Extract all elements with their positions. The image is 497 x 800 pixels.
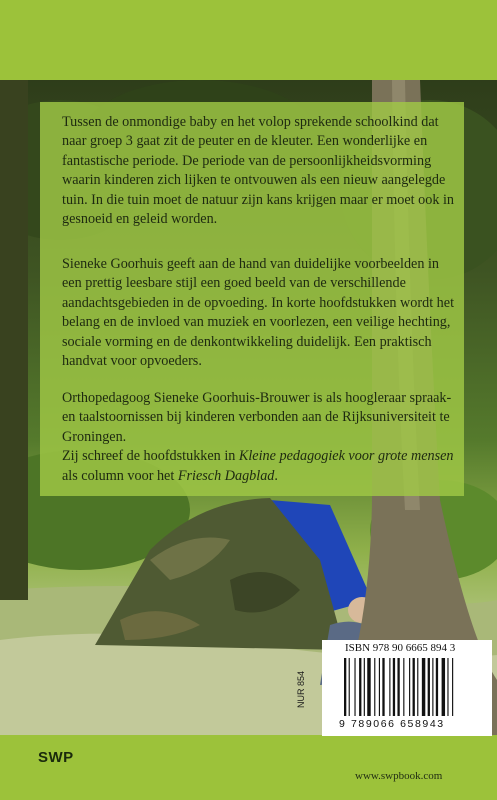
barcode-number: 9 789066 658943 bbox=[339, 718, 445, 730]
left-tree-trunk bbox=[0, 80, 28, 600]
blurb-paragraph-2: Sieneke Goorhuis geeft aan de hand van duidelijke voorbeelden in een prettig leesbare stijl een goed beeld van de verschillende aandachtsgebieden in de opvoeding. In korte hoofdstukken wordt het belang en de invloed van muziek en voorlezen, een veilige hechting, sociale vorming en de denkontwikkeling duidelijk. Een praktisch handvat voor opvoeders. bbox=[62, 256, 455, 370]
newspaper-reference: Friesch Dagblad bbox=[177, 467, 275, 484]
author-bio-line-2a: Zij schreef de hoofdstukken in bbox=[62, 448, 239, 465]
publisher-logo: SWP bbox=[38, 749, 74, 766]
nur-code: NUR 854 bbox=[296, 670, 306, 708]
isbn-label: ISBN 978 90 6665 894 3 bbox=[345, 642, 456, 654]
author-bio-line-2b: als column voor het bbox=[62, 467, 178, 484]
author-bio bbox=[62, 389, 458, 486]
book-title-reference: Kleine pedagogiek voor grote mensen bbox=[238, 448, 454, 465]
author-bio-line-2c: . bbox=[274, 467, 278, 484]
barcode-icon bbox=[344, 658, 472, 716]
blurb-paragraph-1: Tussen de onmondige baby en het volop sprekende schoolkind dat naar groep 3 gaat zit de peuter en de kleuter. Een wonderlijke en fantastische periode. De periode van de persoonlijkheidsvorming waarin kinderen zich lijken te ontvouwen als een nieuw aangelegde tuin. In die tuin moet de natuur zijn kans krijgen maar er moet ook in gesnoeid en geleid worden. bbox=[62, 114, 455, 228]
author-bio-line-1: Orthopedagoog Sieneke Goorhuis-Brouwer is als hoogleraar spraak- en taalstoornissen bij kinderen verbonden aan de Rijksuniversiteit te Groningen. bbox=[62, 390, 452, 445]
publisher-website: www.swpbook.com bbox=[355, 770, 443, 782]
